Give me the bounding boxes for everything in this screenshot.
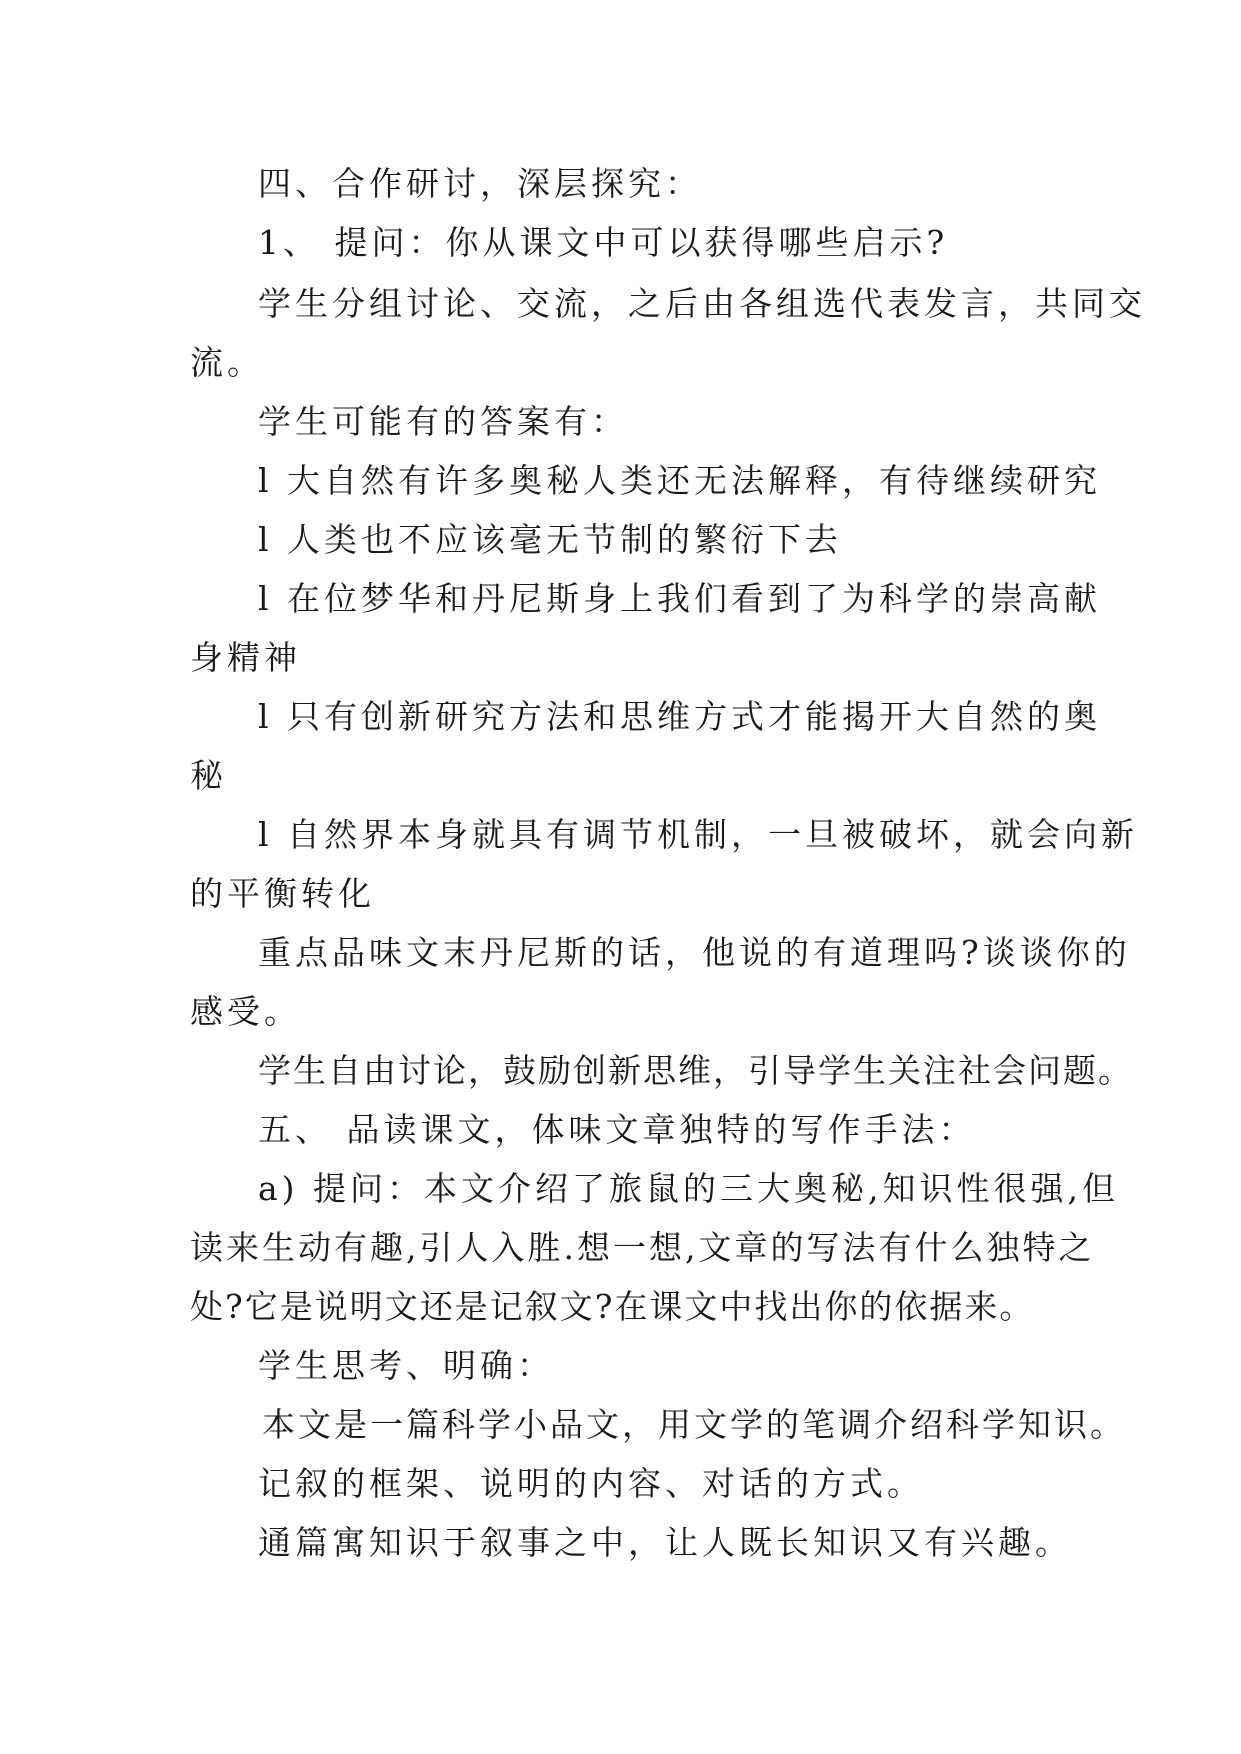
paragraph-line: 重点品味文末丹尼斯的话，他说的有道理吗?谈谈你的 xyxy=(258,933,1131,972)
paragraph-line: 本文是一篇科学小品文，用文学的笔调介绍科学知识。 xyxy=(262,1405,1126,1444)
answer-item: l 在位梦华和丹尼斯身上我们看到了为科学的崇高献 xyxy=(258,579,1102,618)
paragraph-line: 学生可能有的答案有： xyxy=(258,402,628,441)
section-heading-5: 五、 品读课文，体味文章独特的写作手法： xyxy=(258,1110,976,1149)
paragraph-line: 通篇寓知识于叙事之中，让人既长知识又有兴趣。 xyxy=(258,1523,1072,1562)
paragraph-line: 学生分组讨论、交流，之后由各组选代表发言，共同交 xyxy=(258,284,1146,323)
paragraph-line: 学生思考、明确： xyxy=(258,1346,554,1385)
paragraph-line: 记叙的框架、说明的内容、对话的方式。 xyxy=(258,1464,924,1503)
paragraph-line: 学生自由讨论，鼓励创新思维，引导学生关注社会问题。 xyxy=(258,1051,1133,1090)
section-heading-4: 四、合作研讨，深层探究： xyxy=(258,164,702,203)
answer-item-continued: 身精神 xyxy=(190,638,301,677)
answer-item: l 自然界本身就具有调节机制，一旦被破坏，就会向新 xyxy=(258,815,1139,854)
answer-item: l 大自然有许多奥秘人类还无法解释，有待继续研究 xyxy=(258,461,1102,500)
paragraph-line: 读来生动有趣,引人入胜.想一想,文章的写法有什么独特之 xyxy=(190,1228,1095,1267)
paragraph-line: 感受。 xyxy=(190,992,301,1031)
answer-item: l 只有创新研究方法和思维方式才能揭开大自然的奥 xyxy=(258,697,1102,736)
answer-item: l 人类也不应该毫无节制的繁衍下去 xyxy=(258,520,843,559)
answer-item-continued: 的平衡转化 xyxy=(190,874,375,913)
question-a: a) 提问：本文介绍了旅鼠的三大奥秘,知识性很强,但 xyxy=(258,1169,1120,1208)
answer-item-continued: 秘 xyxy=(190,756,227,795)
paragraph-line: 处?它是说明文还是记叙文?在课文中找出你的依据来。 xyxy=(190,1287,1035,1326)
paragraph-line: 流。 xyxy=(190,343,264,382)
question-1: 1、 提问：你从课文中可以获得哪些启示? xyxy=(258,223,949,262)
